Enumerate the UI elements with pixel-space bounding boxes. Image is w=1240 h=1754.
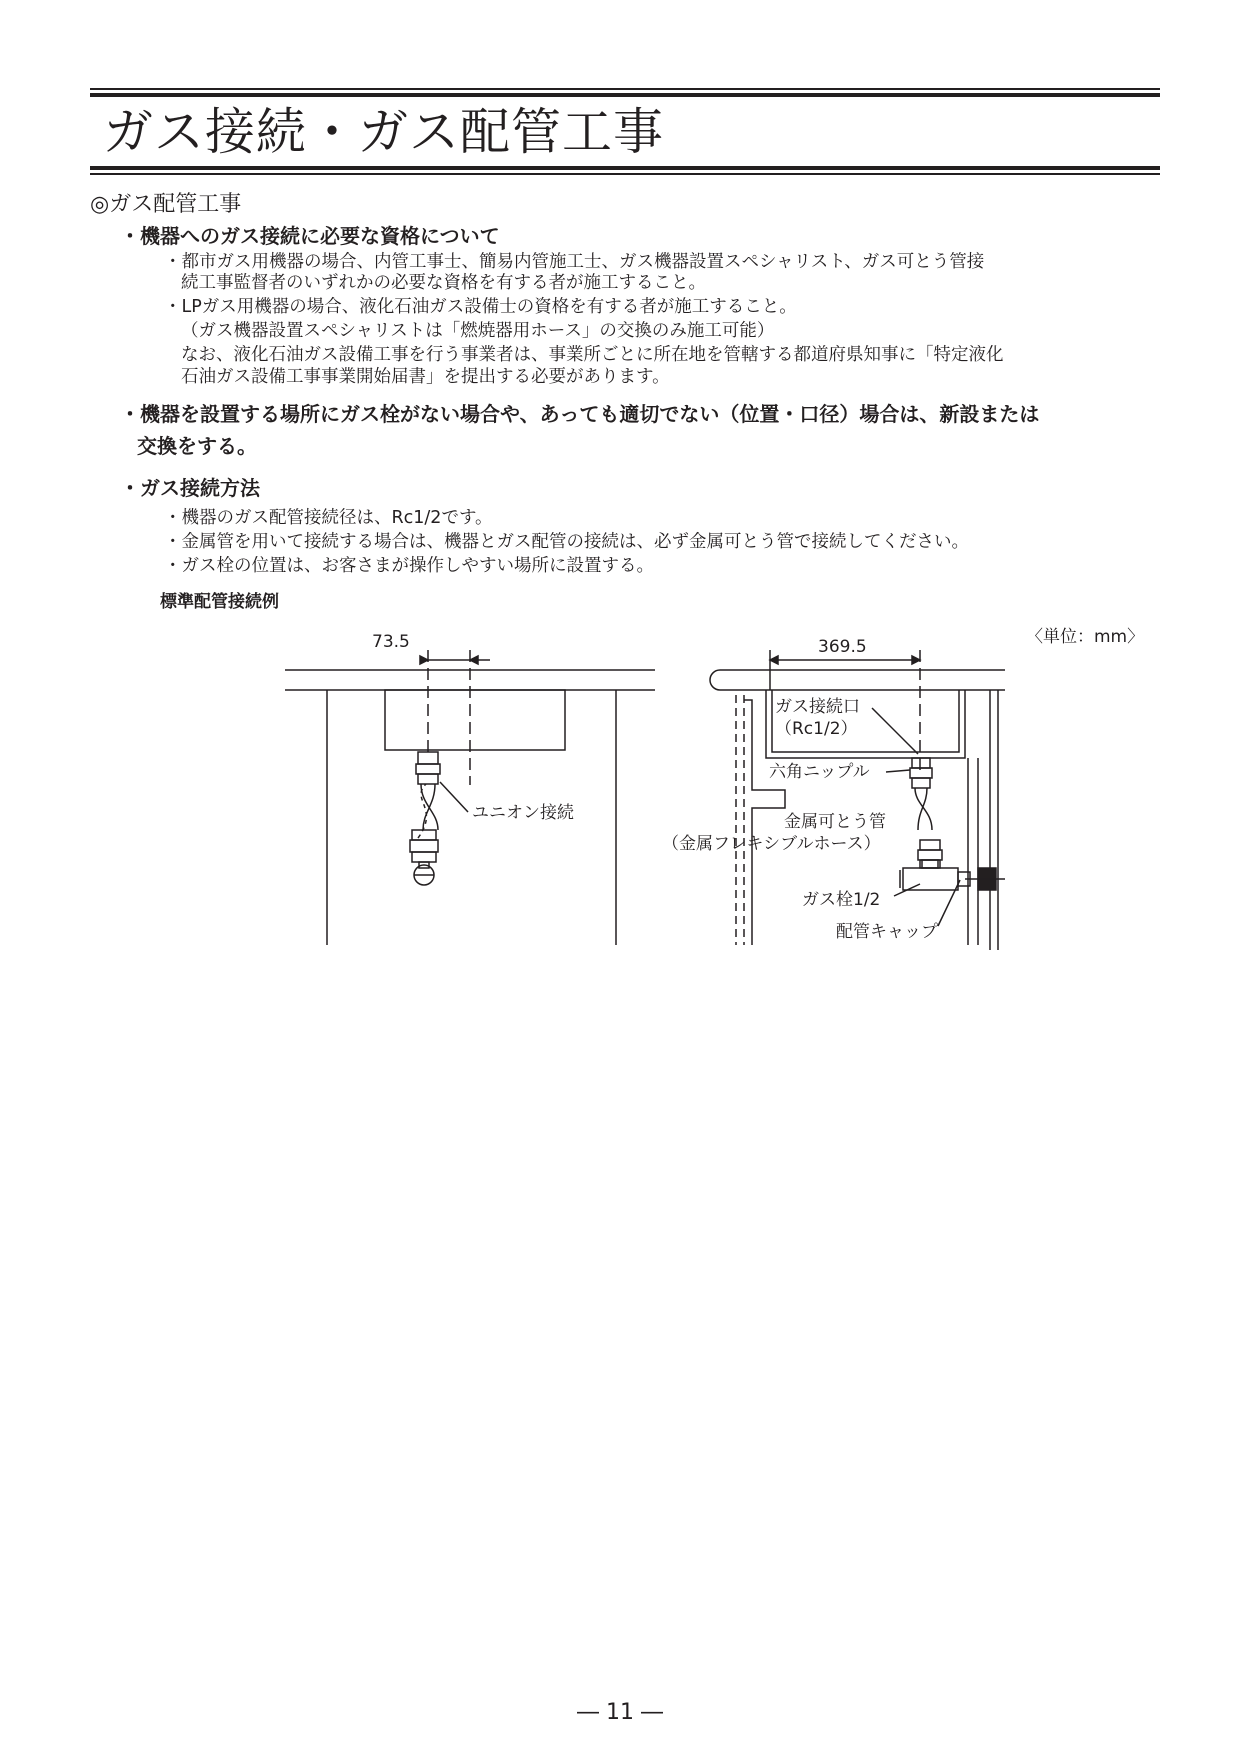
flex-pipe-label: 金属可とう管 [784,812,886,832]
page-title: ガス接続・ガス配管工事 [103,103,664,161]
dim-left-label: 73.5 [372,632,410,652]
section-heading: ◎ガス配管工事 [90,192,242,217]
hex-nipple-label: 六角ニップル [769,762,870,782]
left-view [285,650,655,945]
unit-label: 〈単位：mm〉 [1026,627,1145,647]
qualification-line: ・LPガス用機器の場合、液化石油ガス設備士の資格を有する者が施工すること。 [164,297,797,317]
qualification-line: （ガス機器設置スペシャリストは「燃焼器用ホース」の交換のみ施工可能） [181,321,775,341]
union-label: ユニオン接続 [472,803,574,823]
gas-valve-label: ガス栓1/2 [802,890,881,910]
method-item: ・金属管を用いて接続する場合は、機器とガス配管の接続は、必ず金属可とう管で接続してください。 [164,532,969,552]
valve-note-line: 交換をする。 [137,434,257,458]
qualification-heading: ・機器へのガス接続に必要な資格について [120,224,500,248]
method-heading: ・ガス接続方法 [120,476,260,500]
qualification-line: なお、液化石油ガス設備工事を行う事業者は、事業所ごとに所在地を管轄する都道府県知事に「特定液化 [181,345,1004,365]
flex-hose-label: （金属フレキシブルホース） [662,834,881,854]
qualification-line: ・都市ガス用機器の場合、内管工事士、簡易内管施工士、ガス機器設置スペシャリスト、ガス可とう管接 [164,252,985,272]
page-number: ― 11 ― [577,1700,663,1725]
gas-port-size-label: （Rc1/2） [775,719,858,739]
valve-note-line: ・機器を設置する場所にガス栓がない場合や、あっても適切でない（位置・口径）場合は、新設または [120,402,1040,426]
method-item: ・機器のガス配管接続径は、Rc1/2です。 [164,508,493,528]
pipe-cap-label: 配管キャップ [836,922,938,942]
qualification-line: 石油ガス設備工事事業開始届書」を提出する必要があります。 [181,367,670,387]
qualification-line: 続工事監督者のいずれかの必要な資格を有する者が施工すること。 [181,273,706,293]
diagram-caption: 標準配管接続例 [160,592,279,612]
dim-right-label: 369.5 [818,637,867,657]
method-item: ・ガス栓の位置は、お客さまが操作しやすい場所に設置する。 [164,556,654,576]
gas-port-label: ガス接続口 [775,697,860,717]
